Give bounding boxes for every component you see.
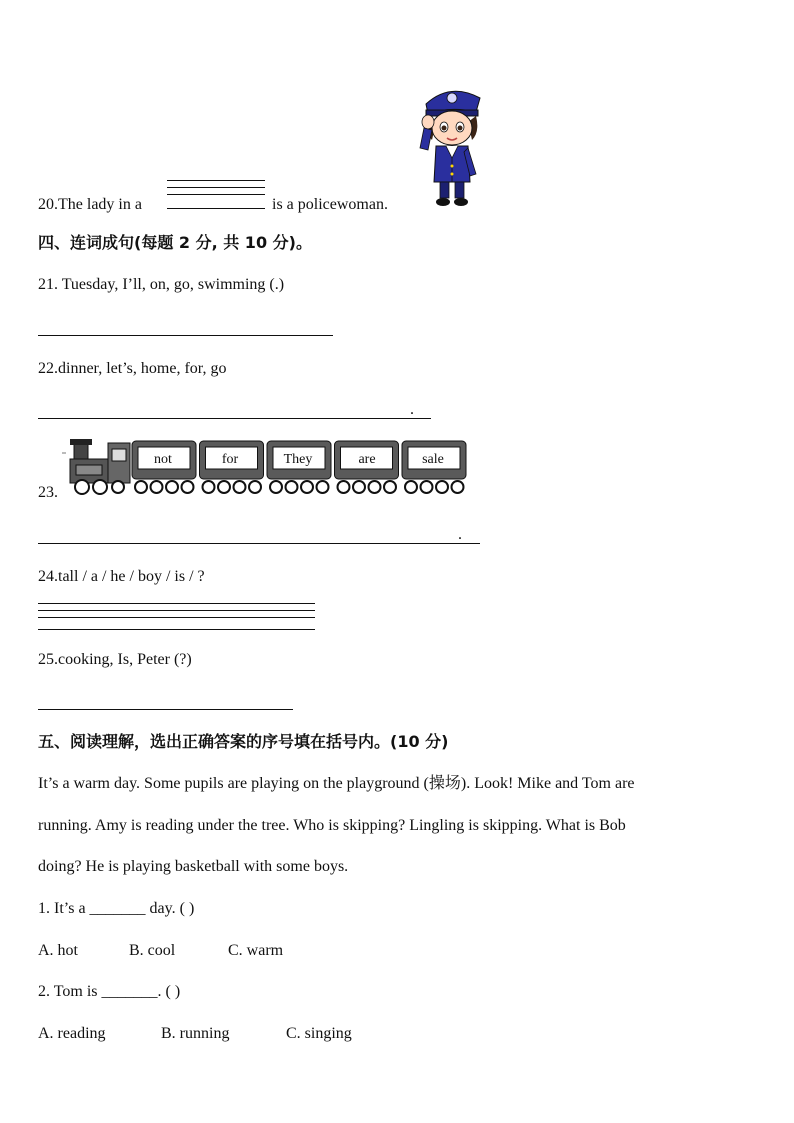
question-number: 22.: [38, 360, 58, 377]
answer-line-23[interactable]: [38, 543, 480, 544]
passage-line: running. Amy is reading under the tree. Who is skipping? Lingling is skipping. What is Bob: [38, 817, 626, 834]
question-24: [38, 567, 205, 587]
train-car-word: not: [154, 452, 172, 467]
mc2-option-c[interactable]: C. singing: [286, 1025, 352, 1042]
answer-line-24[interactable]: [38, 629, 315, 630]
mc1-option-b[interactable]: B. cool: [129, 942, 176, 959]
passage-line: It’s a warm day. Some pupils are playing on the playground (操场). Look! Mike and Tom are: [38, 775, 635, 792]
question-number: 25.: [38, 651, 58, 668]
mc-question-1: 1. It’s a _______ day. ( ): [38, 900, 195, 917]
train-car-word: for: [221, 452, 239, 467]
end-mark: .: [410, 401, 414, 418]
train-car-word: sale: [422, 452, 444, 467]
answer-line-25[interactable]: [38, 709, 293, 710]
passage-line: doing? He is playing basketball with some boys.: [38, 858, 349, 875]
answer-line: [38, 610, 315, 611]
question-text: dinner, let’s, home, for, go: [58, 360, 227, 377]
mc-question-2: 2. Tom is _______. ( ): [38, 983, 181, 1000]
section-4-title: 四、连词成句(每题 2 分, 共 10 分)。: [38, 233, 312, 252]
answer-line: [167, 180, 265, 181]
question-text: Tuesday, I’ll, on, go, swimming (.): [58, 276, 285, 293]
train-car-word: are: [358, 452, 376, 467]
question-number: 20.: [38, 196, 58, 213]
mc1-option-c[interactable]: C. warm: [228, 942, 284, 959]
end-mark: .: [458, 526, 462, 543]
question-text: cooking, Is, Peter (?): [58, 651, 192, 668]
policewoman-icon: [414, 82, 486, 210]
question-text: tall / a / he / boy / is / ?: [58, 568, 205, 585]
mc2-option-b[interactable]: B. running: [161, 1025, 230, 1042]
question-number: 24.: [38, 568, 58, 585]
answer-line[interactable]: [167, 208, 265, 209]
question-text-after: is a policewoman.: [272, 196, 388, 213]
question-22: [38, 359, 226, 379]
answer-line: [167, 187, 265, 188]
question-number: 21.: [38, 276, 58, 293]
question-text-before: The lady in a: [58, 196, 142, 213]
question-23-number: 23.: [38, 484, 58, 501]
answer-line: [38, 617, 315, 618]
answer-line-22[interactable]: [38, 418, 431, 419]
question-21: [38, 275, 284, 295]
section-5-title: 五、阅读理解，选出正确答案的序号填在括号内。(10 分): [38, 732, 449, 751]
answer-line: [167, 194, 265, 195]
answer-line-21[interactable]: [38, 335, 333, 336]
question-20: [38, 195, 142, 215]
answer-line: [38, 603, 315, 604]
mc1-option-a[interactable]: A. hot: [38, 942, 78, 959]
train-car-word: They: [283, 452, 313, 467]
mc2-option-a[interactable]: A. reading: [38, 1025, 106, 1042]
question-25: [38, 650, 192, 670]
